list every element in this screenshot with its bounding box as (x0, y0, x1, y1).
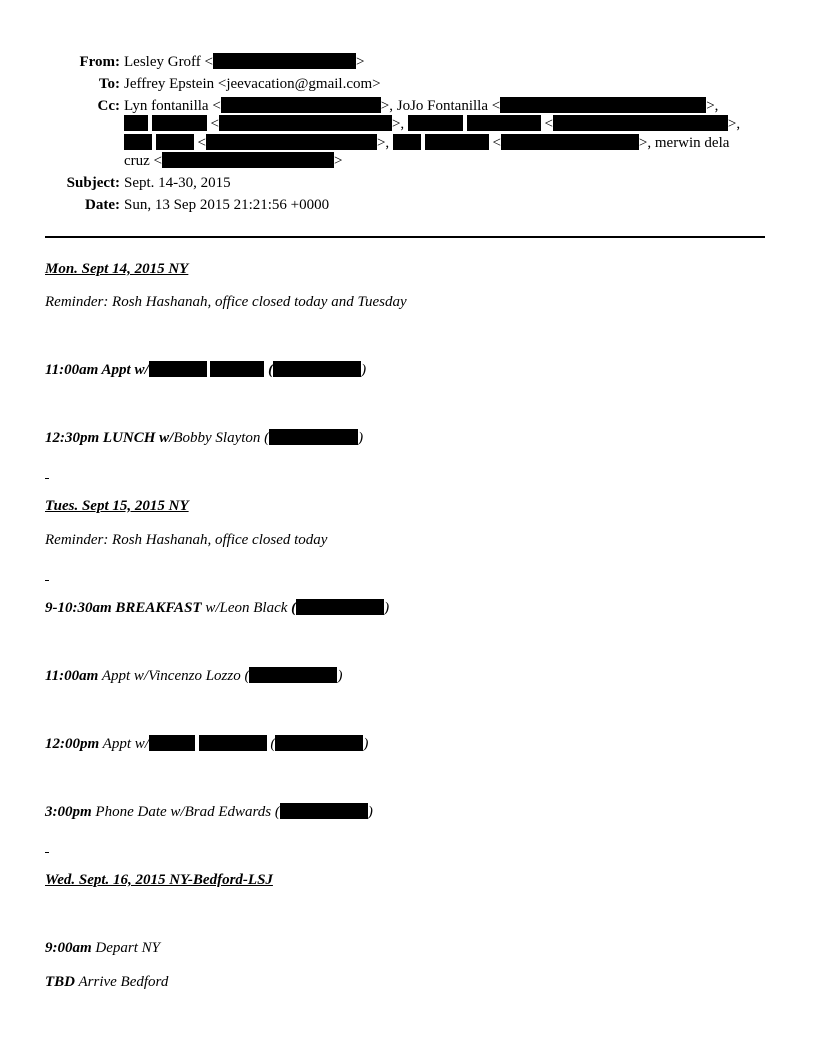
paren-close: ) (361, 362, 367, 378)
redaction-block (149, 735, 195, 751)
depart-wed (45, 939, 160, 957)
cc-text: < (492, 135, 501, 151)
paren-open: ( (268, 362, 274, 378)
appt-time: 11:00am Appt w/ (45, 362, 149, 378)
redaction-block (296, 599, 384, 615)
from-label: From: (79, 54, 120, 70)
appt-time: 3:00pm (45, 804, 92, 820)
paren-close: ) (384, 600, 390, 616)
appt-tue-1100 (45, 667, 342, 685)
paren-close: ) (358, 430, 364, 446)
redaction-block (273, 361, 361, 377)
day-heading-mon: Mon. Sept 14, 2015 NY (45, 261, 189, 277)
cc-text: >, (376, 135, 390, 151)
spacer-mark (45, 580, 49, 581)
appt-what: Depart NY (91, 940, 161, 956)
cc-text: < (544, 116, 553, 132)
cc-label: Cc: (97, 98, 120, 114)
arrive-wed (45, 973, 168, 991)
subject-value: Sept. 14-30, 2015 (124, 175, 231, 191)
appt-time: TBD (45, 974, 75, 990)
spacer-mark (45, 852, 49, 853)
cc-text: < (210, 116, 219, 132)
day-heading-tue: Tues. Sept 15, 2015 NY (45, 498, 189, 514)
redaction-block (425, 134, 489, 150)
date-label: Date: (85, 197, 120, 213)
redaction-block (553, 115, 728, 131)
redaction-block (124, 115, 148, 131)
appt-who: w/Leon Black (201, 600, 292, 616)
cc-text: >, JoJo Fontanilla < (380, 98, 501, 114)
cc-text: >, (727, 116, 741, 132)
appt-who: Bobby Slayton ( (173, 430, 270, 446)
appt-time: 12:00pm (45, 736, 100, 752)
cc-text: < (197, 135, 206, 151)
phone-tue-0300 (45, 803, 373, 821)
appt-mon-1100 (45, 361, 366, 379)
appt-time: 9:00am (45, 940, 92, 956)
paren-open: ( (291, 600, 297, 616)
redaction-block (408, 115, 463, 131)
redaction-block (393, 134, 421, 150)
appt-tue-1200 (45, 735, 368, 753)
redaction-block (500, 97, 706, 113)
from-close: > (356, 54, 365, 70)
appt-time: 12:30pm LUNCH w/ (45, 430, 174, 446)
redaction-block (210, 361, 264, 377)
redaction-block (152, 115, 207, 131)
paren-open: ( (270, 736, 276, 752)
redaction-block (156, 134, 194, 150)
reminder-tue: Reminder: Rosh Hashanah, office closed today (45, 532, 328, 548)
redaction-block (213, 53, 356, 69)
reminder-mon: Reminder: Rosh Hashanah, office closed today and Tuesday (45, 294, 407, 310)
redaction-block (221, 97, 381, 113)
redaction-block (206, 134, 377, 150)
header-divider (45, 236, 765, 238)
redaction-block (219, 115, 392, 131)
to-label: To: (98, 76, 120, 92)
redaction-block (467, 115, 541, 131)
redaction-block (501, 134, 639, 150)
redaction-block (280, 803, 368, 819)
cc-text: cruz < (124, 153, 163, 169)
appt-who: Phone Date w/Brad Edwards ( (91, 804, 280, 820)
appt-what: Arrive Bedford (75, 974, 169, 990)
cc-text: >, merwin dela (638, 135, 730, 151)
paren-close: ) (337, 668, 343, 684)
redaction-block (124, 134, 152, 150)
lunch-mon-1230 (45, 429, 363, 447)
appt-time: 9-10:30am BREAKFAST (45, 600, 202, 616)
cc-text: >, (706, 98, 719, 114)
redaction-block (275, 735, 363, 751)
cc-text: >, (391, 116, 405, 132)
redaction-block (162, 152, 334, 168)
day-heading-wed: Wed. Sept. 16, 2015 NY-Bedford-LSJ (45, 872, 273, 888)
appt-who: Appt w/Vincenzo Lozzo ( (98, 668, 250, 684)
redaction-block (149, 361, 207, 377)
cc-text: > (334, 153, 343, 169)
date-value: Sun, 13 Sep 2015 21:21:56 +0000 (124, 197, 330, 213)
spacer-mark (45, 478, 49, 479)
cc-text: Lyn fontanilla < (124, 98, 221, 114)
redaction-block (269, 429, 358, 445)
redaction-block (249, 667, 337, 683)
paren-close: ) (367, 804, 373, 820)
paren-close: ) (363, 736, 369, 752)
subject-label: Subject: (66, 175, 120, 191)
to-value: Jeffrey Epstein <jeevacation@gmail.com> (124, 76, 381, 92)
from-value: Lesley Groff < (124, 54, 213, 70)
breakfast-tue (45, 599, 389, 617)
appt-time: 11:00am (45, 668, 99, 684)
appt-who: Appt w/ (99, 736, 149, 752)
redaction-block (199, 735, 267, 751)
